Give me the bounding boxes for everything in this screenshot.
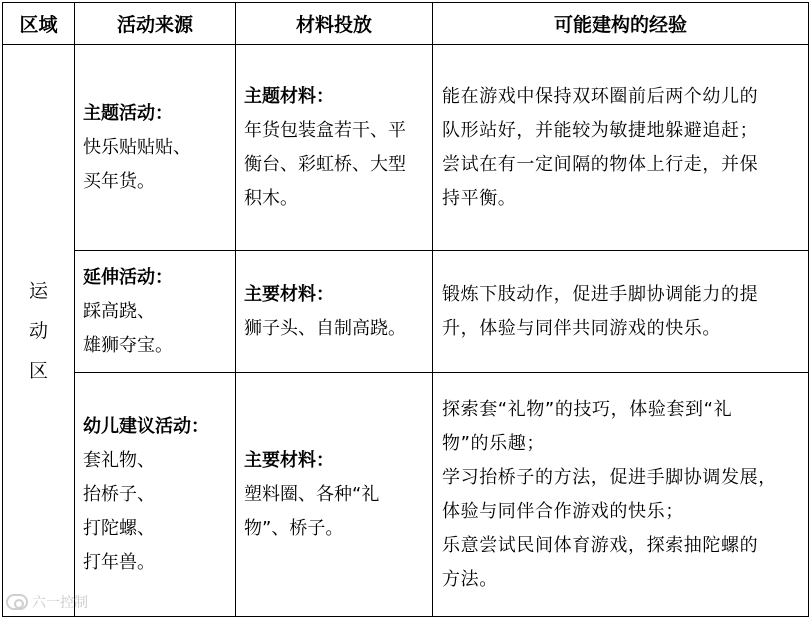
material-cell: 主要材料： 塑料圈、各种“礼 物”、桥子。: [236, 373, 433, 617]
experience-cell: 探索套“礼物”的技巧，体验套到“礼 物”的乐趣； 学习抬桥子的方法，促进手脚协调发展， 体验与同伴合作游戏的快乐； 乐意尝试民间体育游戏，探索抽陀螺的 方法。: [433, 373, 809, 617]
experience-cell: 能在游戏中保持双环圈前后两个幼儿的 队形站好，并能较为敏捷地躲避追赶； 尝试在有一定间隔的物体上行走，并保 持平衡。: [433, 45, 809, 251]
material-title: 主题材料：: [244, 85, 334, 107]
source-cell: 延伸活动： 踩高跷、 雄狮夺宝。: [75, 251, 236, 373]
watermark-logo-icon: [6, 594, 28, 610]
source-cell: 主题活动： 快乐贴贴贴、 买年货。: [75, 45, 236, 251]
source-title: 主题活动：: [83, 102, 173, 124]
watermark: [6, 592, 88, 612]
header-region: 区域: [3, 3, 75, 45]
table-row: [3, 373, 809, 617]
header-source: 活动来源: [75, 3, 236, 45]
experience-cell: 锻炼下肢动作，促进手脚协调能力的提 升，体验与同伴共同游戏的快乐。: [433, 251, 809, 373]
activity-table: [2, 2, 809, 617]
region-cell: 运 动 区: [3, 45, 75, 617]
watermark-text: 六一控制: [32, 595, 88, 611]
material-title: 主要材料：: [244, 449, 334, 471]
table-row: [3, 251, 809, 373]
material-title: 主要材料：: [244, 283, 334, 305]
table-row: [3, 45, 809, 251]
material-cell: 主要材料： 狮子头、自制高跷。: [236, 251, 433, 373]
header-row: [3, 3, 809, 45]
source-title: 幼儿建议活动：: [83, 415, 209, 437]
source-title: 延伸活动：: [83, 266, 173, 288]
source-cell: 幼儿建议活动： 套礼物、 抬桥子、 打陀螺、 打年兽。: [75, 373, 236, 617]
header-material: 材料投放: [236, 3, 433, 45]
header-experience: 可能建构的经验: [433, 3, 809, 45]
material-cell: 主题材料： 年货包装盒若干、平 衡台、彩虹桥、大型 积木。: [236, 45, 433, 251]
